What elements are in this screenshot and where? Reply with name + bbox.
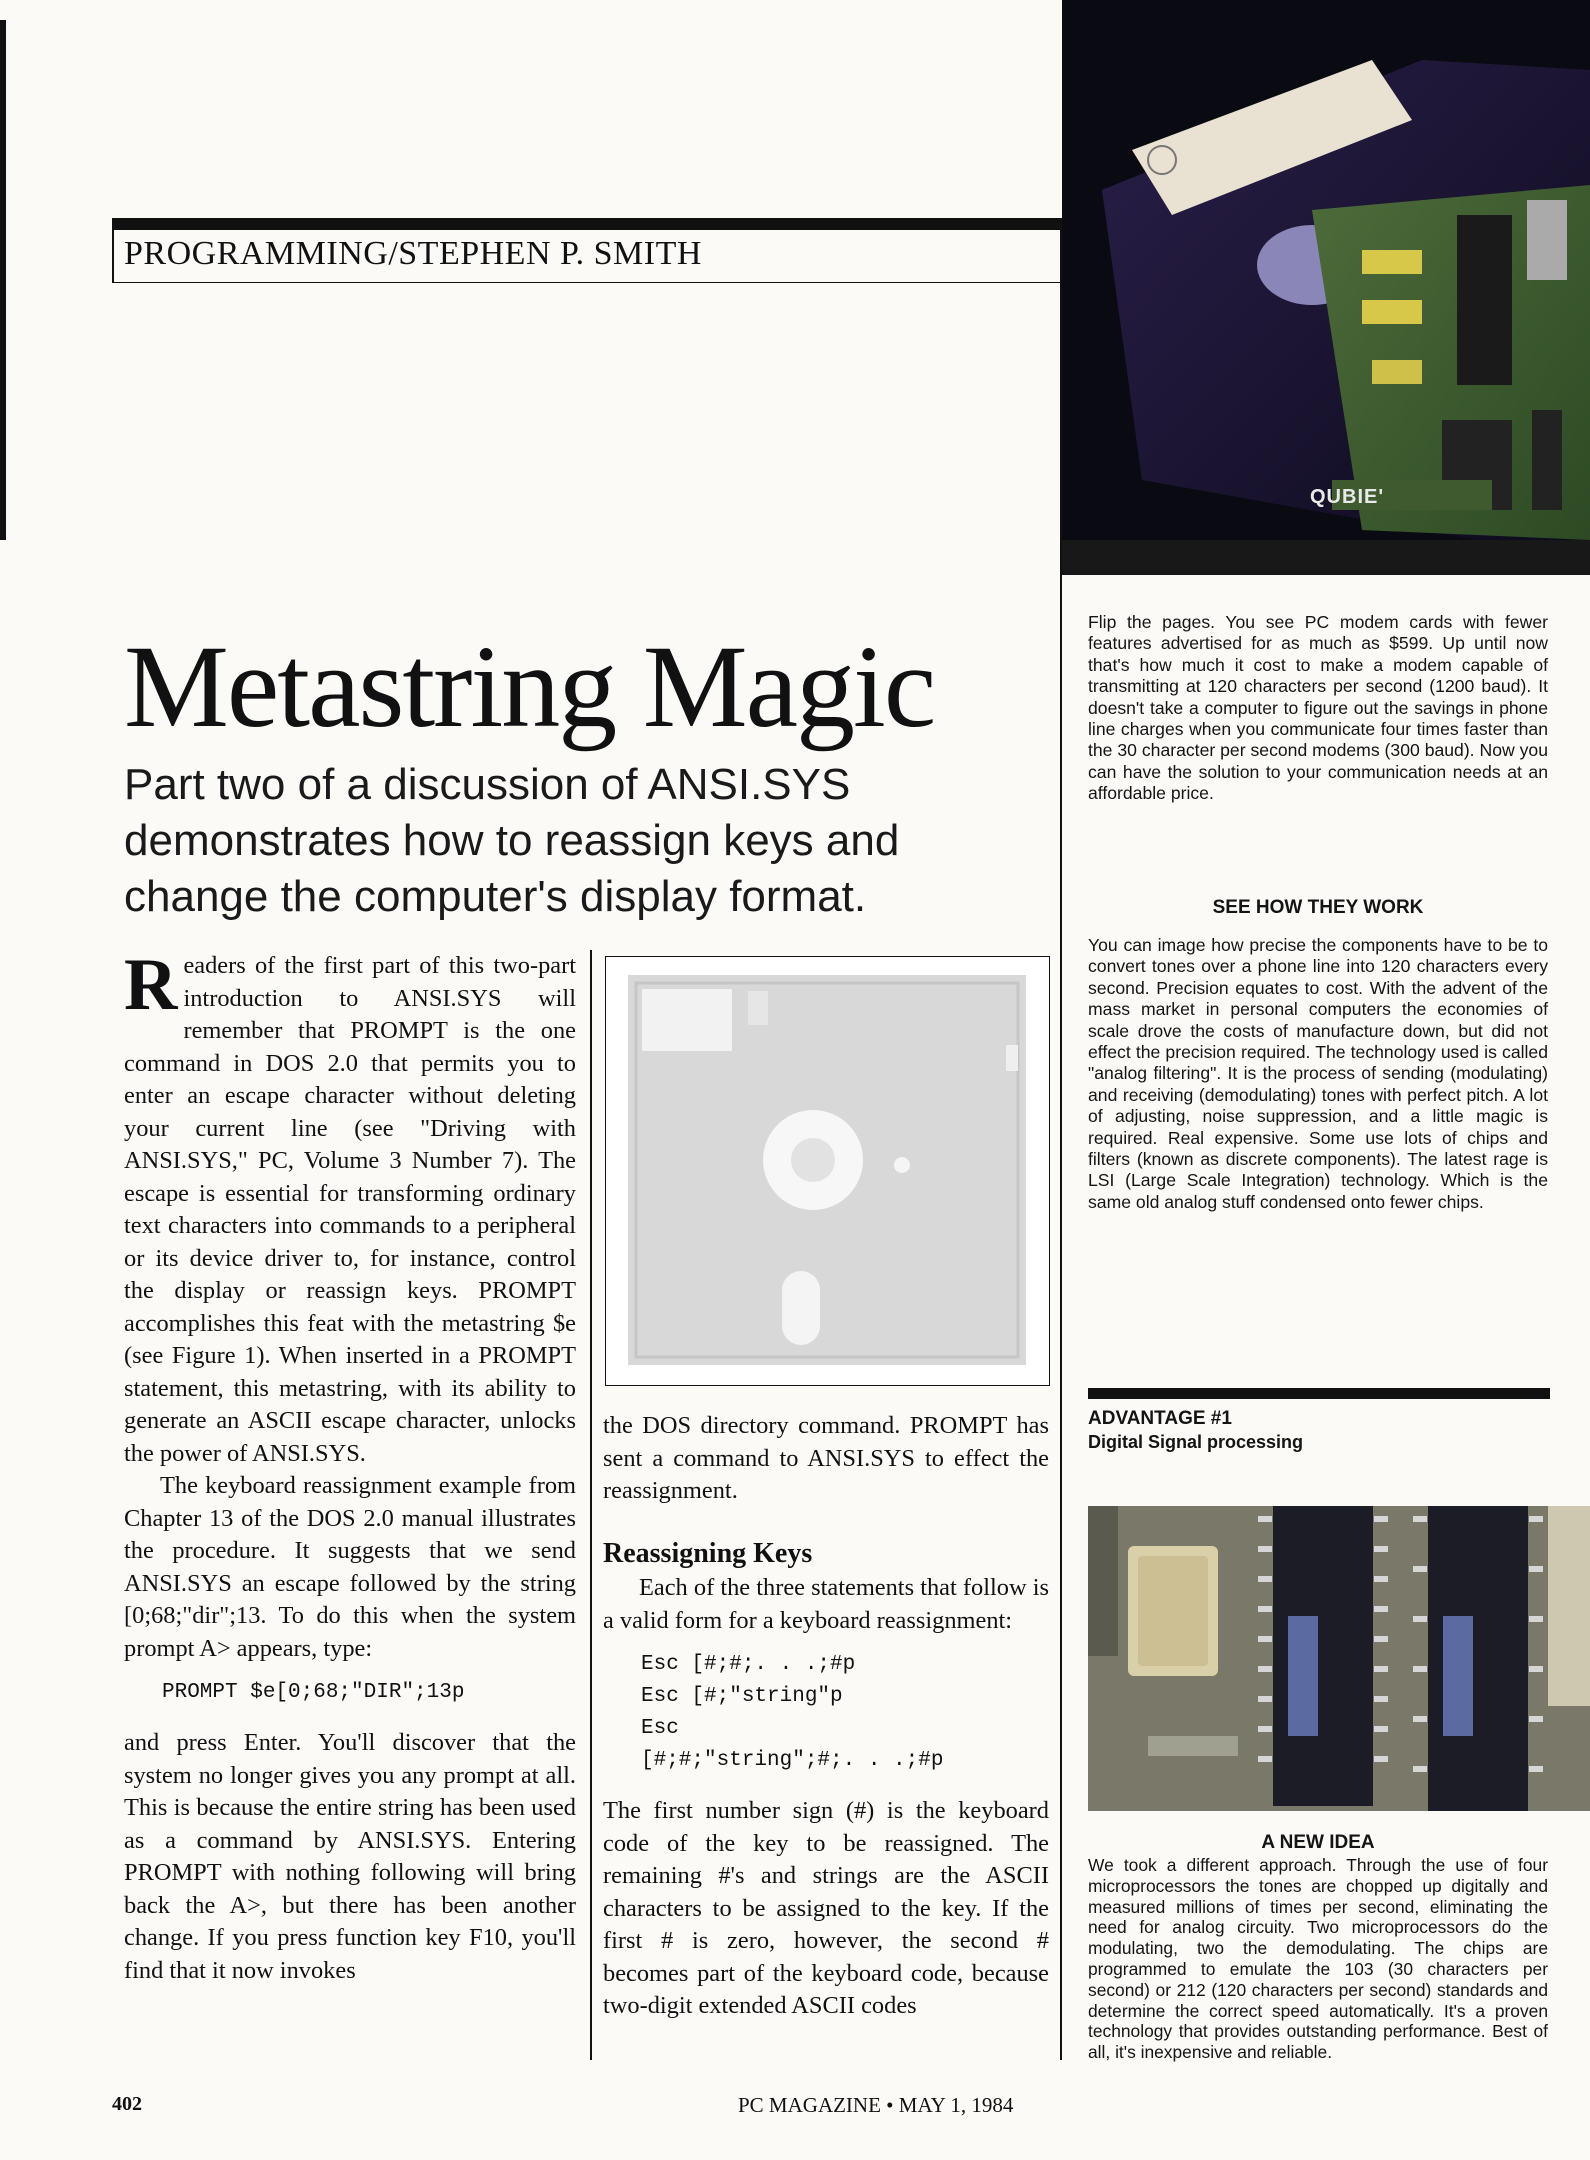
page-number: 402 — [112, 2093, 142, 2115]
article-column-2 — [603, 1410, 1049, 2023]
magazine-footer: PC MAGAZINE • MAY 1, 1984 — [738, 2093, 1014, 2117]
ad-heading-new-idea: A NEW IDEA — [1261, 1832, 1375, 1853]
ad-intro-paragraph: Flip the pages. You see PC modem cards with fewer features advertised for as much as $599. Up until now that's how much it cost to make a modem capable of transmitting at 120 characters per second (1200 baud). It doesn't take a computer to figure out the savings in phone line charges when you communicate four times faster than the 30 character per second modems (300 baud). Now you can have the solution to your communication needs at an affordable price. — [1088, 612, 1548, 804]
paragraph-press-enter: and press Enter. You'll discover that the system no longer gives you any prompt at all. This is because the entire string has been used as a command by ANSI.SYS. Entering PROMPT with nothing following will bring back the A>, but there has been another change. If you press function key F10, you'll find that it now invokes — [124, 1729, 576, 1984]
code-prompt-example: PROMPT $e[0;68;"DIR";13p — [162, 1681, 465, 1704]
paragraph-intro-text: eaders of the first part of this two-part introduction to ANSI.SYS will remember that PROMPT is the one command in DOS 2.0 that permits you to enter an escape character without deleting your current line (see "Driving with ANSI.SYS," PC, Volume 3 Number 7). The escape is essential for transforming ordinary text characters into commands to a peripheral or its device driver to, for instance, control the display or reassign keys. PROMPT accomplishes this feat with the metastring $e (see Figure 1). When inserted in a PROMPT statement, this metastring, with its ability to generate an ASCII escape character, unlocks the power of ANSI.SYS. — [124, 952, 576, 1467]
ad-divider-bar — [1088, 1388, 1550, 1399]
code-escape-forms: Esc [#;#;. . .;#p Esc [#;"string"p Esc [#;#;"string";#;. . .;#p — [641, 1653, 944, 1772]
paragraph-three-statements: Each of the three statements that follow is a valid form for a keyboard reassignment: — [603, 1574, 1049, 1634]
chips-photo — [1088, 1506, 1590, 1811]
paragraph-directory-command: the DOS directory command. PROMPT has sent a command to ANSI.SYS to effect the reassignment. — [603, 1412, 1049, 1504]
column-divider — [590, 950, 592, 2060]
microprocessor-chips-icon — [1088, 1506, 1590, 1811]
figure-frame — [605, 956, 1050, 1386]
ad-advantage-title: ADVANTAGE #1 — [1088, 1408, 1232, 1429]
section-heading-reassigning-keys: Reassigning Keys — [603, 1537, 813, 1569]
left-margin-rule — [0, 20, 6, 540]
paragraph-intro — [124, 944, 576, 1470]
article-column-1 — [124, 944, 576, 1987]
floppy-disk-icon — [628, 975, 1026, 1365]
paragraph-number-sign: The first number sign (#) is the keyboard code of the key to be reassigned. The remaining #'s and strings are the ASCII characters to be assigned to the key. If the first # is zero, however, the second # becomes part of the keyboard code, because two-digit extended ASCII codes — [603, 1797, 1049, 2019]
brand-logo: QUBIE' — [1310, 486, 1385, 508]
paragraph-keyboard-example: The keyboard reassignment example from Chapter 13 of the DOS 2.0 manual illustrates the procedure. It suggests that we send ANSI.SYS an escape followed by the string [0;68;"dir";13. To do this when the system prompt A> appears, type: — [124, 1472, 576, 1662]
ad-heading-how-they-work: SEE HOW THEY WORK — [1212, 897, 1424, 918]
floppy-disk-image — [628, 975, 1026, 1365]
article-title: Metastring Magic — [124, 621, 935, 752]
ad-body-analog: You can image how precise the components have to be to convert tones over a phone line into 120 characters every second. Precision equates to cost. With the advent of the mass market in personal computers the economies of scale drove the costs of manufacture down, but did not effect the precision required. The technology used is called "analog filtering". It is the process of sending (modulating) and receiving (demodulating) tones with perfect pitch. A lot of adjusting, noise suppression, and a little magic is required. Real expensive. Some use lots of chips and filters (known as discrete components). The latest rage is LSI (Large Scale Integration) technology. Which is the same old analog stuff condensed onto fewer chips. — [1088, 935, 1548, 1212]
drop-cap: R — [124, 944, 178, 1026]
section-header: PROGRAMMING/STEPHEN P. SMITH — [124, 235, 702, 272]
article-subtitle: Part two of a discussion of ANSI.SYS demonstrates how to reassign keys and change the computer's display format. — [124, 760, 900, 921]
ad-advantage-subtitle: Digital Signal processing — [1088, 1432, 1304, 1452]
header-top-rule — [112, 218, 1062, 230]
ad-body-digital: We took a different approach. Through the use of four microprocessors the tones are chopped up digitally and measured millions of times per second, eliminating the need for analog circuity. Two microprocessors do the modulating, two the demodulating. The chips are programmed to emulate the 103 (30 characters per second) or 212 (120 characters per second) standards and determine the correct speed automatically. It's a proven technology that provides outstanding performance. Best of all, it's inexpensive and reliable. — [1088, 1855, 1548, 2063]
